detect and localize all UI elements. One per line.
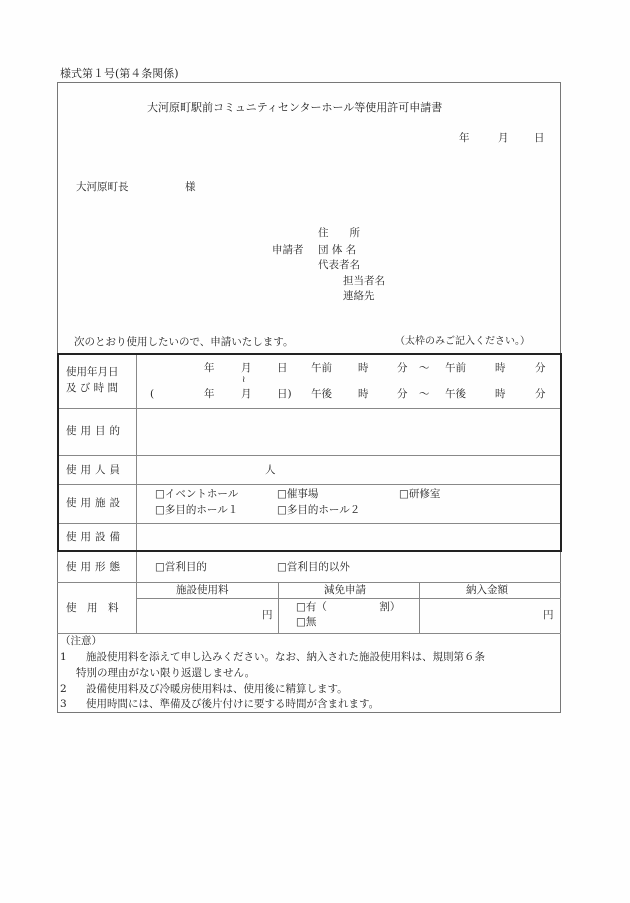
- column-divider: [278, 582, 279, 633]
- end-hour-1[interactable]: 時: [495, 362, 506, 374]
- usage-type-label: 使用形態: [66, 561, 124, 573]
- row-divider: [136, 598, 561, 599]
- people-unit: 人: [265, 464, 276, 476]
- equipment-label: 使用設備: [66, 531, 124, 543]
- purpose-input[interactable]: [138, 410, 558, 453]
- end-hour-2[interactable]: 時: [495, 388, 506, 400]
- start-day[interactable]: 日: [277, 362, 288, 374]
- note-3-text: 使用時間には、準備及び後片付けに要する時間が含まれます。: [86, 698, 380, 710]
- end-day[interactable]: 日): [277, 388, 292, 400]
- start-ampm-2[interactable]: 午後: [311, 388, 332, 400]
- note-3-number: 3: [60, 698, 67, 710]
- fee-header-facility-fee: 施設使用料: [176, 584, 229, 596]
- facility-checkbox-exhibition-hall[interactable]: □催事場: [277, 488, 319, 500]
- reduction-checkbox-yes[interactable]: □有（ 割）: [296, 601, 401, 613]
- usage-checkbox-non-commercial[interactable]: □営利目的以外: [277, 561, 350, 573]
- start-ampm-1[interactable]: 午前: [311, 362, 332, 374]
- thick-frame-note: （太枠のみご記入ください。）: [395, 336, 530, 347]
- row-divider: [57, 582, 561, 583]
- reduction-checkbox-no[interactable]: □無: [296, 616, 317, 628]
- applicant-contact-label: 連絡先: [343, 290, 375, 302]
- fee-header-reduction: 減免申請: [324, 584, 366, 596]
- facility-checkbox-multipurpose-hall-1[interactable]: □多目的ホール１: [155, 504, 239, 516]
- date-range-wave: ≀: [242, 375, 246, 385]
- applicant-representative-label: 代表者名: [318, 259, 360, 271]
- people-label: 使用人員: [66, 464, 124, 476]
- end-minute-2[interactable]: 分: [535, 388, 546, 400]
- date-year-label: 年: [459, 132, 470, 144]
- note-1-text: 施設使用料を添えて申し込みください。なお、納入された施設使用料は、規則第６条: [86, 651, 485, 663]
- facility-checkbox-training-room[interactable]: □研修室: [399, 488, 441, 500]
- facility-checkbox-multipurpose-hall-2[interactable]: □多目的ホール２: [277, 504, 361, 516]
- start-minute-2[interactable]: 分: [397, 388, 408, 400]
- applicant-group-label: 団 体 名: [318, 244, 357, 256]
- end-year[interactable]: 年: [204, 388, 215, 400]
- row-divider: [57, 633, 561, 634]
- note-2-number: 2: [60, 683, 67, 695]
- end-date-paren: (: [150, 388, 155, 400]
- addressee-honorific: 様: [185, 181, 196, 193]
- purpose-label: 使用目的: [66, 425, 124, 437]
- date-day-label: 日: [534, 132, 545, 144]
- intro-text: 次のとおり使用したいので、申請いたします。: [74, 336, 294, 348]
- applicant-contact-person-label: 担当者名: [343, 275, 385, 287]
- range-tilde: ～: [419, 362, 430, 374]
- addressee-name: 大河原町長: [76, 181, 129, 193]
- note-2-text: 設備使用料及び冷暖房使用料は、使用後に精算します。: [86, 683, 348, 695]
- fee-header-payment: 納入金額: [466, 584, 508, 596]
- facility-fee-unit: 円: [262, 609, 273, 621]
- column-divider: [419, 582, 420, 633]
- note-1-number: 1: [60, 651, 67, 663]
- start-hour-2[interactable]: 時: [358, 388, 369, 400]
- datetime-label-line2: 及 び 時 間: [66, 382, 119, 394]
- notes-heading: （注意）: [60, 635, 102, 647]
- date-month-label: 月: [498, 132, 509, 144]
- facility-checkbox-event-hall[interactable]: □イベントホール: [155, 488, 239, 500]
- start-month[interactable]: 月: [241, 362, 252, 374]
- form-title: 大河原町駅前コミュニティセンターホール等使用許可申請書: [147, 101, 443, 114]
- note-1-continuation: 特別の理由がない限り返還しません。: [76, 667, 256, 679]
- start-year[interactable]: 年: [204, 362, 215, 374]
- payment-amount-input[interactable]: [421, 600, 539, 631]
- usage-checkbox-commercial[interactable]: □営利目的: [155, 561, 207, 573]
- start-hour-1[interactable]: 時: [358, 362, 369, 374]
- end-minute-1[interactable]: 分: [535, 362, 546, 374]
- facility-fee-input[interactable]: [138, 600, 258, 631]
- form-number: 様式第１号(第４条関係): [60, 67, 179, 80]
- range-tilde: ～: [419, 388, 430, 400]
- payment-unit: 円: [543, 609, 554, 621]
- applicant-label: 申請者: [272, 244, 304, 256]
- datetime-label-line1: 使用年月日: [66, 366, 119, 378]
- end-ampm-1[interactable]: 午前: [445, 362, 466, 374]
- people-count-input[interactable]: [138, 457, 263, 482]
- facility-label: 使用施設: [66, 497, 124, 509]
- end-ampm-2[interactable]: 午後: [445, 388, 466, 400]
- start-minute-1[interactable]: 分: [397, 362, 408, 374]
- equipment-input[interactable]: [138, 525, 558, 549]
- fee-label: 使 用 料: [66, 602, 119, 614]
- end-month[interactable]: 月: [241, 388, 252, 400]
- applicant-address-label: 住 所: [318, 227, 360, 239]
